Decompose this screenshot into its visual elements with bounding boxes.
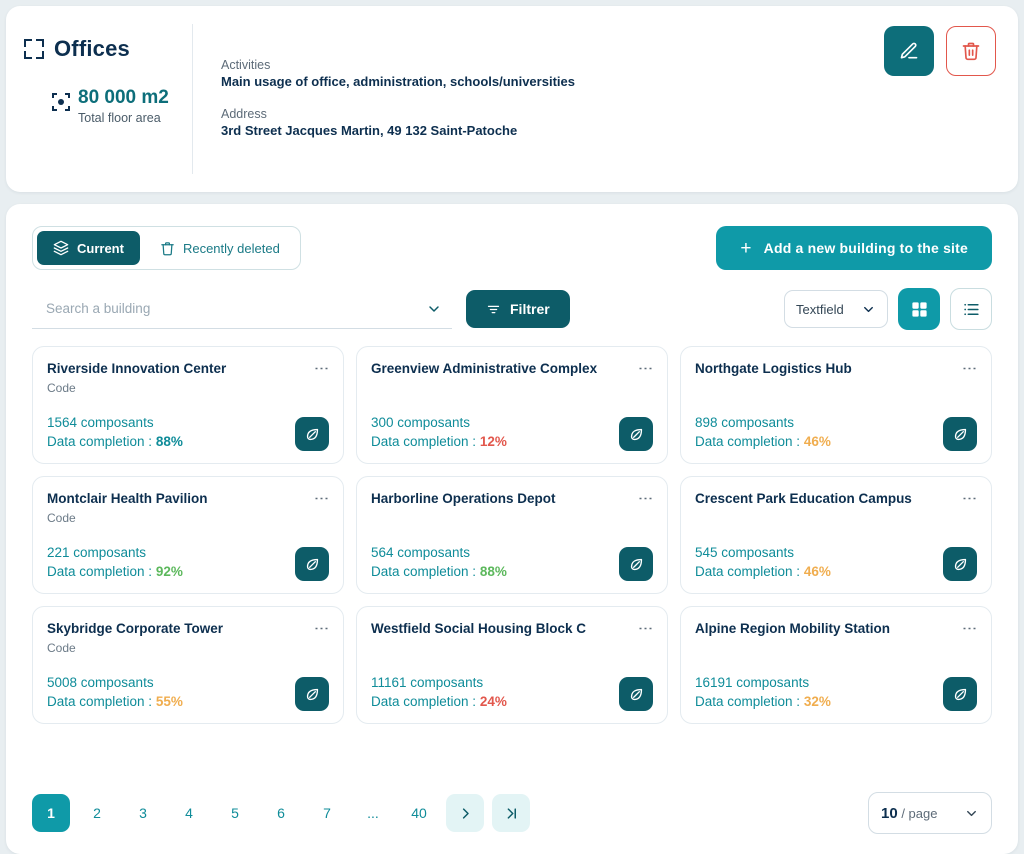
card-menu-button[interactable]: ⋮ [313, 491, 330, 506]
leaf-icon [304, 556, 321, 573]
building-name: Skybridge Corporate Tower [47, 621, 224, 636]
page-button-7[interactable]: 7 [323, 805, 331, 821]
leaf-icon [304, 686, 321, 703]
status-tabs [32, 226, 301, 270]
data-completion-value: 32% [803, 694, 831, 709]
page-button-2[interactable]: 2 [93, 805, 101, 821]
panel-toolbar-filters [32, 288, 992, 330]
card-menu-button[interactable]: ⋮ [637, 621, 654, 636]
data-completion: Data completion : 46% [695, 434, 831, 449]
building-stats [47, 545, 183, 579]
building-card[interactable] [356, 476, 668, 594]
components-count: 11161 composants [371, 675, 484, 690]
area-value: 80 000 m2 [78, 87, 169, 108]
leaf-button[interactable] [619, 417, 653, 451]
page-ellipsis: ... [367, 805, 379, 821]
filter-button[interactable] [466, 290, 570, 328]
card-menu-button[interactable]: ⋮ [637, 491, 654, 506]
chevron-down-icon [861, 302, 876, 317]
page-button-1[interactable]: 1 [32, 794, 70, 832]
leaf-button[interactable] [295, 547, 329, 581]
leaf-icon [304, 426, 321, 443]
data-completion-value: 88% [479, 564, 507, 579]
site-summary [6, 6, 192, 125]
per-page-select[interactable] [868, 792, 992, 834]
building-stats [371, 675, 507, 709]
building-name: Harborline Operations Depot [371, 491, 556, 506]
edit-button[interactable] [884, 26, 934, 76]
page-title: Offices [54, 36, 130, 61]
data-completion: Data completion : 55% [47, 694, 183, 709]
leaf-icon [952, 426, 969, 443]
page-button-5[interactable]: 5 [231, 805, 239, 821]
building-stats [695, 415, 831, 449]
building-stats [47, 675, 183, 709]
leaf-button[interactable] [295, 417, 329, 451]
data-completion-value: 46% [803, 434, 831, 449]
leaf-icon [628, 686, 645, 703]
card-menu-button[interactable]: ⋮ [313, 621, 330, 636]
building-code: Code [47, 381, 76, 396]
components-count: 300 composants [371, 415, 471, 430]
leaf-button[interactable] [619, 677, 653, 711]
last-page-button[interactable] [492, 794, 530, 832]
per-page-value: 10 [881, 804, 898, 822]
grid-view-button[interactable] [898, 288, 940, 330]
area-label: Total floor area [78, 110, 161, 125]
data-completion: Data completion : 46% [695, 564, 831, 579]
data-completion-value: 55% [155, 694, 183, 709]
components-count: 16191 composants [695, 675, 810, 690]
card-menu-button[interactable]: ⋮ [313, 361, 330, 376]
page-button-6[interactable]: 6 [277, 805, 285, 821]
leaf-icon [628, 426, 645, 443]
area-icon [52, 93, 70, 111]
leaf-button[interactable] [943, 677, 977, 711]
components-count: 221 composants [47, 545, 147, 560]
filter-icon [486, 302, 501, 317]
components-count: 5008 composants [47, 675, 154, 690]
leaf-icon [952, 556, 969, 573]
data-completion-value: 12% [479, 434, 507, 449]
pagination [32, 774, 992, 854]
building-card[interactable] [680, 476, 992, 594]
list-view-icon [962, 300, 981, 319]
leaf-icon [952, 686, 969, 703]
plus-icon: + [740, 237, 752, 259]
leaf-button[interactable] [943, 417, 977, 451]
chevron-down-icon [964, 806, 979, 821]
building-name: Alpine Region Mobility Station [695, 621, 890, 636]
data-completion: Data completion : 32% [695, 694, 831, 709]
building-stats [47, 415, 183, 449]
building-card[interactable] [356, 346, 668, 464]
building-card[interactable] [680, 606, 992, 724]
components-count: 564 composants [371, 545, 471, 560]
address-label: Address [221, 107, 267, 121]
next-page-button[interactable] [446, 794, 484, 832]
list-view-button[interactable] [950, 288, 992, 330]
building-stats [371, 415, 507, 449]
page-button-40[interactable]: 40 [411, 805, 427, 821]
building-name: Greenview Administrative Complex [371, 361, 598, 376]
page-button-3[interactable]: 3 [139, 805, 147, 821]
buildings-grid [32, 346, 992, 724]
tab-recently-deleted-label: Recently deleted [182, 240, 280, 256]
filter-label: Filtrer [510, 301, 550, 317]
buildings-panel [6, 204, 1018, 854]
trash-icon [961, 41, 981, 61]
search-input[interactable] [44, 300, 374, 317]
data-completion-value: 24% [479, 694, 507, 709]
card-menu-button[interactable]: ⋮ [961, 621, 978, 636]
building-stats [695, 545, 831, 579]
tab-current-label: Current [77, 240, 124, 256]
per-page-unit: / page [901, 805, 938, 821]
card-menu-button[interactable]: ⋮ [961, 361, 978, 376]
site-header-card [6, 6, 1018, 192]
expand-icon [24, 39, 44, 59]
panel-toolbar-top [32, 226, 992, 270]
header-actions [884, 26, 996, 76]
chevron-down-icon[interactable] [426, 301, 442, 317]
card-menu-button[interactable]: ⋮ [961, 491, 978, 506]
activities-label: Activities [221, 58, 271, 72]
building-stats [371, 545, 507, 579]
card-menu-button[interactable]: ⋮ [637, 361, 654, 376]
building-card[interactable] [680, 346, 992, 464]
chevron-last-icon [504, 806, 519, 821]
sort-select[interactable] [784, 290, 888, 328]
building-card[interactable] [32, 606, 344, 724]
tab-recently-deleted[interactable] [144, 231, 296, 265]
pencil-icon [899, 41, 919, 61]
building-name: Crescent Park Education Campus [695, 491, 912, 506]
grid-view-icon [910, 300, 929, 319]
add-building-label: Add a new building to the site [763, 240, 968, 256]
activities-value: Main usage of office, administration, schools/universities [221, 74, 575, 89]
layers-icon [53, 240, 69, 256]
building-stats [695, 675, 831, 709]
delete-button[interactable] [946, 26, 996, 76]
leaf-button[interactable] [295, 677, 329, 711]
add-building-button[interactable] [716, 226, 992, 270]
search-container [32, 289, 452, 329]
building-card[interactable] [32, 346, 344, 464]
building-name: Northgate Logistics Hub [695, 361, 852, 376]
site-title-row [24, 36, 192, 62]
data-completion: Data completion : 88% [47, 434, 183, 449]
total-floor-area [24, 88, 192, 125]
data-completion: Data completion : 24% [371, 694, 507, 709]
data-completion-value: 92% [155, 564, 183, 579]
components-count: 545 composants [695, 545, 795, 560]
view-controls [784, 288, 992, 330]
address-value: 3rd Street Jacques Martin, 49 132 Saint-Patoche [221, 123, 518, 138]
building-code: Code [47, 511, 76, 526]
building-card[interactable] [32, 476, 344, 594]
building-card[interactable] [356, 606, 668, 724]
data-completion: Data completion : 12% [371, 434, 507, 449]
components-count: 1564 composants [47, 415, 154, 430]
chevron-right-icon [458, 806, 473, 821]
components-count: 898 composants [695, 415, 795, 430]
trash-icon [160, 241, 175, 256]
building-name: Riverside Innovation Center [47, 361, 227, 376]
data-completion-value: 46% [803, 564, 831, 579]
leaf-button[interactable] [943, 547, 977, 581]
data-completion-value: 88% [155, 434, 183, 449]
tab-current[interactable] [37, 231, 140, 265]
leaf-button[interactable] [619, 547, 653, 581]
leaf-icon [628, 556, 645, 573]
building-code: Code [47, 641, 76, 656]
data-completion: Data completion : 92% [47, 564, 183, 579]
building-name: Westfield Social Housing Block C [371, 621, 587, 636]
page-button-4[interactable]: 4 [185, 805, 193, 821]
sort-select-value: Textfield [796, 301, 844, 317]
building-name: Montclair Health Pavilion [47, 491, 208, 506]
data-completion: Data completion : 88% [371, 564, 507, 579]
